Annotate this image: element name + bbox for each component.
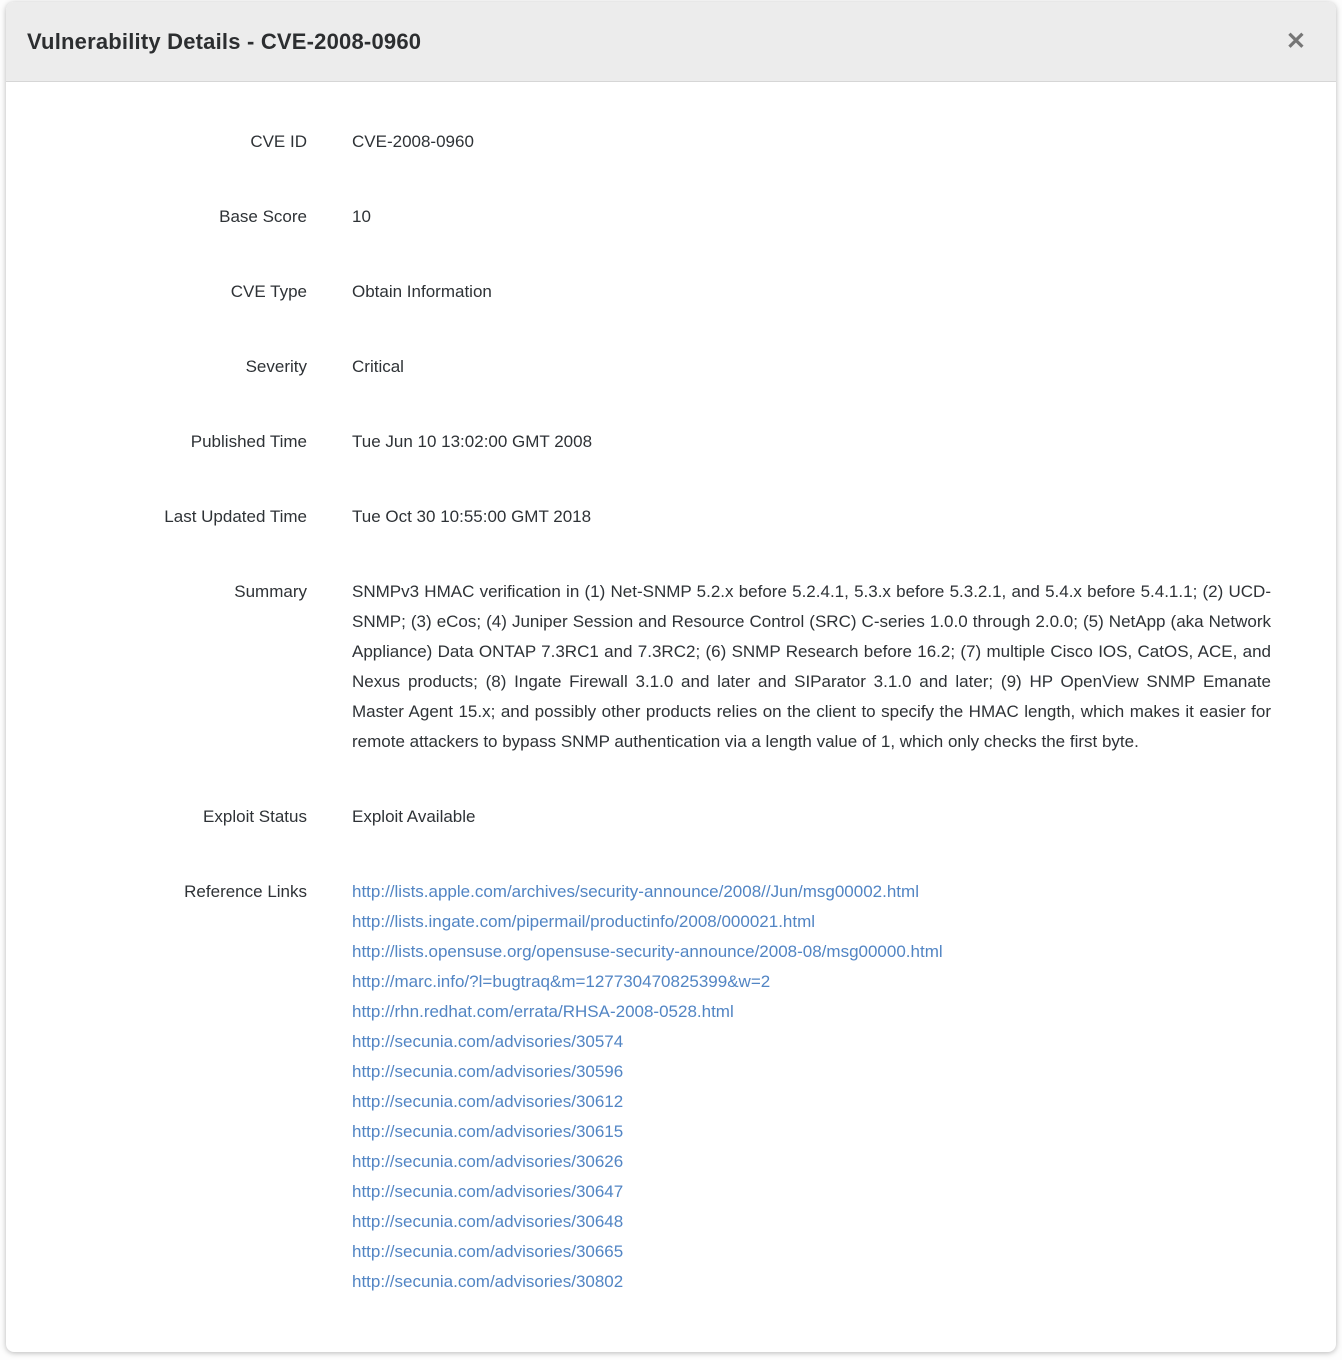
- field-label: CVE Type: [230, 282, 307, 301]
- field-label: Severity: [245, 357, 307, 376]
- reference-link[interactable]: http://secunia.com/advisories/30596: [352, 1062, 624, 1081]
- field-label: Exploit Status: [203, 807, 307, 826]
- reference-link[interactable]: http://secunia.com/advisories/30665: [352, 1242, 624, 1261]
- field-row-cve-type: [27, 277, 1336, 307]
- close-button[interactable]: [1278, 28, 1314, 56]
- field-value-summary: SNMPv3 HMAC verification in (1) Net-SNMP 5.2.x before 5.2.4.1, 5.3.x before 5.3.2.1, and 5.4.x before 5.4.1.1; (2) UCD-SNMP; (3) eCos; (4) Juniper Session and Resource Control (SRC) C-series 1.0.0 through 2.0.0; (5) NetApp (aka Network Appliance) Data ONTAP 7.3RC1 and 7.3RC2; (6) SNMP Research before 16.2; (7) multiple Cisco IOS, CatOS, ACE, and Nexus products; (8) Ingate Firewall 3.1.0 and later and SIParator 3.1.0 and later; (9) HP OpenView SNMP Emanate Master Agent 15.x; and possibly other products relies on the client to specify the HMAC length, which makes it easier for remote attackers to bypass SNMP authentication via a length value of 1, which only checks the first byte.: [352, 582, 1271, 751]
- field-row-published-time: [27, 427, 1336, 457]
- field-label: CVE ID: [250, 132, 307, 151]
- reference-link[interactable]: http://lists.apple.com/archives/security-announce/2008//Jun/msg00002.html: [352, 882, 919, 901]
- field-label: Summary: [234, 582, 307, 601]
- field-value: CVE-2008-0960: [352, 132, 474, 151]
- reference-links-list: [352, 877, 1271, 1297]
- reference-link[interactable]: http://secunia.com/advisories/30612: [352, 1092, 624, 1111]
- reference-link[interactable]: http://secunia.com/advisories/30626: [352, 1152, 624, 1171]
- field-value: Obtain Information: [352, 282, 492, 301]
- reference-link[interactable]: http://lists.ingate.com/pipermail/productinfo/2008/000021.html: [352, 912, 816, 931]
- field-label: Last Updated Time: [164, 507, 307, 526]
- field-value: Critical: [352, 357, 404, 376]
- reference-link[interactable]: http://rhn.redhat.com/errata/RHSA-2008-0528.html: [352, 1002, 734, 1021]
- modal-header: [6, 2, 1336, 82]
- field-row-base-score: [27, 202, 1336, 232]
- field-value: Exploit Available: [352, 807, 476, 826]
- field-label: Base Score: [219, 207, 307, 226]
- field-row-cve-id: [27, 127, 1336, 157]
- field-label: Published Time: [190, 432, 307, 451]
- reference-link[interactable]: http://secunia.com/advisories/30802: [352, 1272, 624, 1291]
- reference-link[interactable]: http://secunia.com/advisories/30615: [352, 1122, 624, 1141]
- field-value: 10: [352, 207, 371, 226]
- field-row-severity: [27, 352, 1336, 382]
- field-row-reference-links: [27, 877, 1336, 1297]
- modal-body: [6, 82, 1336, 1297]
- field-row-exploit-status: [27, 802, 1336, 832]
- reference-link[interactable]: http://marc.info/?l=bugtraq&m=127730470825399&w=2: [352, 972, 771, 991]
- reference-link[interactable]: http://secunia.com/advisories/30647: [352, 1182, 624, 1201]
- reference-link[interactable]: http://lists.opensuse.org/opensuse-security-announce/2008-08/msg00000.html: [352, 942, 943, 961]
- field-value: Tue Jun 10 13:02:00 GMT 2008: [352, 432, 593, 451]
- field-label: Reference Links: [184, 882, 307, 901]
- reference-link[interactable]: http://secunia.com/advisories/30574: [352, 1032, 624, 1051]
- field-row-last-updated-time: [27, 502, 1336, 532]
- field-row-summary: [27, 577, 1336, 757]
- vulnerability-details-modal: [6, 2, 1336, 1352]
- modal-title: Vulnerability Details - CVE-2008-0960: [27, 28, 422, 54]
- field-value: Tue Oct 30 10:55:00 GMT 2018: [352, 507, 592, 526]
- close-icon: ✕: [1285, 27, 1306, 55]
- reference-link[interactable]: http://secunia.com/advisories/30648: [352, 1212, 624, 1231]
